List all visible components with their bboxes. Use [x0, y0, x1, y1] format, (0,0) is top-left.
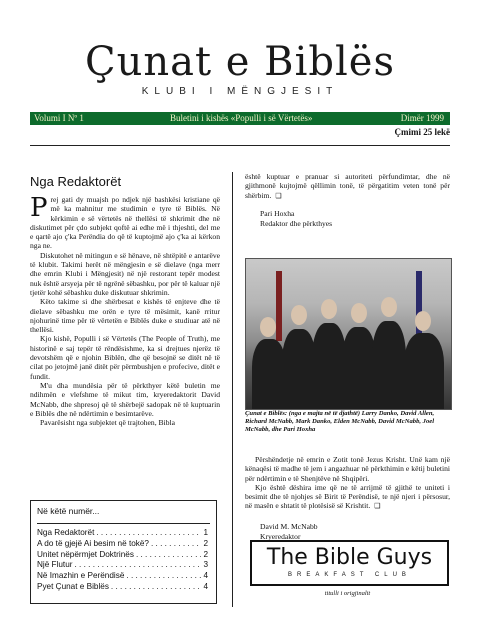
dropcap: P — [30, 193, 48, 223]
person-head — [260, 317, 276, 337]
signature-role: Kryeredaktor — [260, 531, 301, 541]
editorial-paragraph — [30, 195, 220, 251]
toc-leader — [75, 560, 202, 571]
end-mark-icon: ❑ — [374, 502, 381, 511]
masthead-subtitle: KLUBI I MËNGJESIT — [141, 86, 339, 97]
flag-icon — [276, 271, 282, 341]
logo-credit: titulli i origjinalit — [324, 590, 371, 597]
toc-item-page: 4 — [203, 571, 208, 581]
editorial-body — [30, 195, 220, 427]
editorial-paragraph: Pavarësisht nga subjektet që trajtohen, Bibla — [40, 418, 175, 428]
toc-item-page: 2 — [203, 549, 208, 559]
toc-item-label: Unitet nëpërmjet Doktrinës — [37, 549, 134, 559]
toc-item-label: Nga Redaktorët — [37, 528, 95, 537]
toc-leader — [96, 528, 201, 539]
signature-name: Pari Hoxha — [260, 208, 295, 218]
toc-leader — [111, 582, 202, 593]
toc-item-label: A do të gjejë Ai besim në tokë? — [37, 538, 149, 548]
person-head — [291, 305, 307, 325]
end-mark-icon: ❑ — [275, 191, 282, 200]
signature-role: Redaktor dhe përkthyes — [260, 218, 333, 228]
logo-subtitle: BREAKFAST CLUB — [288, 572, 411, 578]
issue-bar — [30, 112, 450, 125]
editorial-column — [30, 172, 220, 427]
greeting-block — [245, 455, 450, 542]
column-divider — [232, 172, 233, 607]
person-figure — [252, 339, 286, 409]
greeting-paragraph: Përshëndetje në emrin e Zotit tonë Jezus Krisht. Unë kam një kënaqësi të madhe të jem i angazhuar në përkthimin e këtij buletini për ndërtimin e të Shenjtëve në Shqipëri. — [245, 455, 450, 483]
continuation-text: është kuptuar e pranuar si autoriteti përfundimtar, dhe në gjithmonë kujtojmë qëllimin tonë, të përgatitim veten tonë për shërbim. — [245, 172, 450, 200]
toc-item-page: 1 — [203, 528, 208, 537]
editorial-heading: Nga Redaktorët — [30, 174, 122, 189]
person-head — [321, 299, 337, 319]
toc-item-page: 2 — [203, 538, 208, 548]
issue-date: Dimër 1999 — [400, 113, 444, 123]
toc-leader — [126, 571, 201, 582]
toc-title: Në këtë numër... — [37, 506, 100, 516]
top-rule — [30, 145, 450, 146]
issue-volume: Volumi I Nº 1 — [34, 113, 84, 123]
group-photo — [245, 258, 452, 410]
bible-guys-logo — [250, 540, 449, 586]
toc-item[interactable] — [37, 550, 208, 561]
editorial-paragraph: Këto takime si dhe shërbesat e kishës të enjteve dhe të dielave sëbashku me orën e tyre të mësimit, kanë rritur njohurinë time për të vërtetën e Biblës duke e studiuar atë në thellësi. — [30, 297, 220, 335]
toc-item[interactable] — [37, 528, 208, 539]
issue-price: Çmimi 25 lekë — [394, 127, 450, 137]
greeting-paragraph: Kjo është dëshira ime që ne të arrijmë të gjithë te uniteti i besimit dhe të njohjes së Birit të Perëndisë, te një njeri i përsosur, në masën e shtatit të plotësisë së Krishtit. — [245, 482, 450, 511]
toc-list — [37, 528, 208, 593]
right-column — [245, 172, 450, 229]
toc-item-label: Një Flutur — [37, 560, 73, 570]
person-head — [351, 303, 367, 323]
logo-title: The Bible Guys — [266, 545, 433, 570]
person-figure — [282, 329, 316, 409]
person-head — [381, 297, 397, 317]
editorial-continuation — [245, 172, 450, 201]
toc-item-page: 3 — [203, 560, 208, 570]
person-head — [415, 311, 431, 331]
masthead-title: Çunat e Biblës — [85, 39, 395, 85]
person-figure — [372, 321, 406, 409]
toc-item-page: 4 — [203, 581, 208, 591]
editorial-paragraph: Diskutohet në mitingun e së hënave, në shtëpitë e antarëve të klubit. Takimi herët në mëngjesin e së dielave (nga merr dhe emrin Klubi i Mëngjesit) në një restorant tepër modest nuk është arsyeja për të ngrënë sëbashku, por për të kaluar një tjetër kohë sëbashku duke diskutuar shkrimin. — [30, 250, 220, 297]
editorial-signature — [260, 209, 450, 229]
person-figure — [342, 327, 376, 409]
greeting-signature — [260, 522, 450, 542]
toc-item[interactable] — [37, 571, 208, 582]
toc-item-label: Pyet Çunat e Biblës — [37, 581, 109, 591]
editorial-paragraph: Kjo kishë, Populli i së Vërtetës (The People of Truth), me historinë e saj tepër të rëndësishme, ka si drejtues njerëz të devotshëm që e njohin Biblën, dhe që besojnë se ditët në të cilat po jetojmë janë ditët për përmbushjen e profecive, ditët e fundit. — [30, 334, 220, 381]
toc-item[interactable] — [37, 560, 208, 571]
greeting-body — [245, 455, 450, 512]
issue-tagline: Buletini i kishës «Populli i së Vërtetës» — [170, 113, 313, 123]
toc-item-label: Në Imazhin e Perëndisë — [37, 571, 125, 581]
toc-item[interactable] — [37, 539, 208, 550]
photo-caption: Çunat e Biblës: (nga e majta në të djathtë) Larry Danko, David Allen, Richard McNabb, Mark Danko, Elden McNabb, David McNabb, Joel McNabb, dhe Pari Hoxha — [245, 410, 435, 433]
toc-leader — [136, 550, 202, 561]
toc-divider — [37, 523, 210, 524]
editorial-paragraph: M'u dha mundësia për të përkthyer këtë buletin me ndihmën e vlefshme të mikut tim, kryeredaktorit David McNabb, dhe shpresoj që të shërbejë sadopak në të kuptuarin e Biblës dhe në ndërtimin e besimtarëve. — [30, 380, 220, 418]
person-figure — [404, 333, 444, 409]
signature-name: David M. McNabb — [260, 521, 318, 531]
toc-leader — [151, 539, 201, 550]
person-figure — [312, 323, 346, 409]
editorial-paragraph-text: rej gati dy muajsh po ndjek një bashkësi kristiane që më ka mahnitur me studimin e tyre të Biblës. Në kërkimin e së vërtetës në thellësi të shkrimit dhe në diskutimet për çdo subjekt qoftë ai edhe më i thjeshti, del me e qartë ajo ç'ka Perëndia do që të kuptojmë ajo ç'ka ai kërkon nga ne. — [30, 195, 220, 251]
toc-item[interactable] — [37, 582, 208, 593]
table-of-contents — [30, 500, 217, 604]
